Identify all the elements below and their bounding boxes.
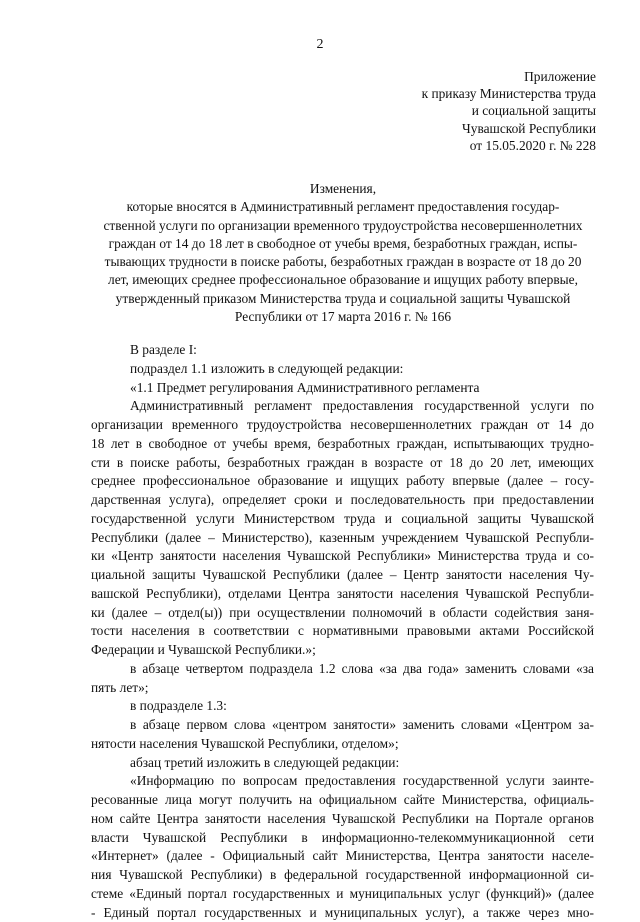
- appendix-line: Приложение: [422, 68, 596, 85]
- body-line: пять лет»;: [91, 679, 594, 698]
- body-line: власти Чувашской Республики в информационно-телекоммуникационной сети: [91, 829, 594, 848]
- body-line: ния Чувашской Республики) в федеральной государственной информационной си-: [91, 866, 594, 885]
- title-line: лет, имеющих среднее профессиональное образование и ищущих работу впервые,: [92, 271, 594, 289]
- body-line: абзац третий изложить в следующей редакции:: [91, 754, 594, 773]
- document-title: [92, 180, 594, 326]
- body-line: - Единый портал государственных и муниципальных услуг), а также через мно-: [91, 904, 594, 922]
- body-line: «1.1 Предмет регулирования Административного регламента: [91, 379, 594, 398]
- body-line: сти в поиске работы, безработных граждан в возрасте от 18 до 20 лет, имеющих: [91, 454, 594, 473]
- body-line: вашской Республики), отделами Центра занятости населения Чувашской Республи-: [91, 585, 594, 604]
- body-line: «Информацию по вопросам предоставления государственной услуги заинте-: [91, 772, 594, 791]
- appendix-line: и социальной защиты: [422, 102, 596, 119]
- body-line: тости населения в соответствии с нормативными правовыми актами Российской: [91, 622, 594, 641]
- body-line: циальной защиты Чувашской Республики (далее – Центр занятости населения Чу-: [91, 566, 594, 585]
- body-line: Республики (далее – Министерство), казенным учреждением Чувашской Республи-: [91, 529, 594, 548]
- body-line: нятости населения Чувашской Республики, отделом»;: [91, 735, 594, 754]
- appendix-line: Чувашской Республики: [422, 120, 596, 137]
- title-line: тывающих трудности в поиске работы, безработных граждан в возрасте от 18 до 20: [92, 253, 594, 271]
- page-number: 2: [0, 37, 640, 53]
- body-line: В разделе I:: [91, 341, 594, 360]
- title-line: которые вносятся в Административный регламент предоставления государ-: [92, 198, 594, 216]
- body-line: Административный регламент предоставления государственной услуги по: [91, 397, 594, 416]
- body-line: ном сайте Центра занятости населения Чувашской Республики на Портале органов: [91, 810, 594, 829]
- body-line: «Интернет» (далее - Официальный сайт Министерства, Центра занятости населе-: [91, 847, 594, 866]
- title-line: Изменения,: [92, 180, 594, 198]
- body-line: 18 лет в свободное от учебы время, безработных граждан, испытывающих трудно-: [91, 435, 594, 454]
- body-line: в абзаце первом слова «центром занятости» заменить словами «Центром за-: [91, 716, 594, 735]
- body-line: стеме «Единый портал государственных и муниципальных услуг (функций)» (далее: [91, 885, 594, 904]
- body-line: организации временного трудоустройства несовершеннолетних граждан от 14 до: [91, 416, 594, 435]
- body-line: Федерации и Чувашской Республики.»;: [91, 641, 594, 660]
- body-line: подраздел 1.1 изложить в следующей редакции:: [91, 360, 594, 379]
- appendix-header: [422, 68, 596, 154]
- body-line: ки «Центр занятости населения Чувашской Республики» Министерства труда и со-: [91, 547, 594, 566]
- title-line: граждан от 14 до 18 лет в свободное от учебы время, безработных граждан, испы-: [92, 235, 594, 253]
- appendix-line: от 15.05.2020 г. № 228: [422, 137, 596, 154]
- body-line: государственной услуги Министерством труда и социальной защиты Чувашской: [91, 510, 594, 529]
- title-line: Республики от 17 марта 2016 г. № 166: [92, 308, 594, 326]
- title-line: ственной услуги по организации временного трудоустройства несовершеннолетних: [92, 217, 594, 235]
- body-line: ки (далее – отдел(ы)) при осуществлении полномочий в области содействия заня-: [91, 604, 594, 623]
- body-line: среднее профессиональное образование и ищущих работу впервые (далее – госу-: [91, 472, 594, 491]
- document-body: [91, 341, 594, 922]
- body-line: дарственная услуга), определяет сроки и последовательность при предоставлении: [91, 491, 594, 510]
- title-line: утвержденный приказом Министерства труда и социальной защиты Чувашской: [92, 290, 594, 308]
- body-line: ресованные лица могут получить на официальном сайте Министерства, официаль-: [91, 791, 594, 810]
- appendix-line: к приказу Министерства труда: [422, 85, 596, 102]
- body-line: в подразделе 1.3:: [91, 697, 594, 716]
- body-line: в абзаце четвертом подраздела 1.2 слова «за два года» заменить словами «за: [91, 660, 594, 679]
